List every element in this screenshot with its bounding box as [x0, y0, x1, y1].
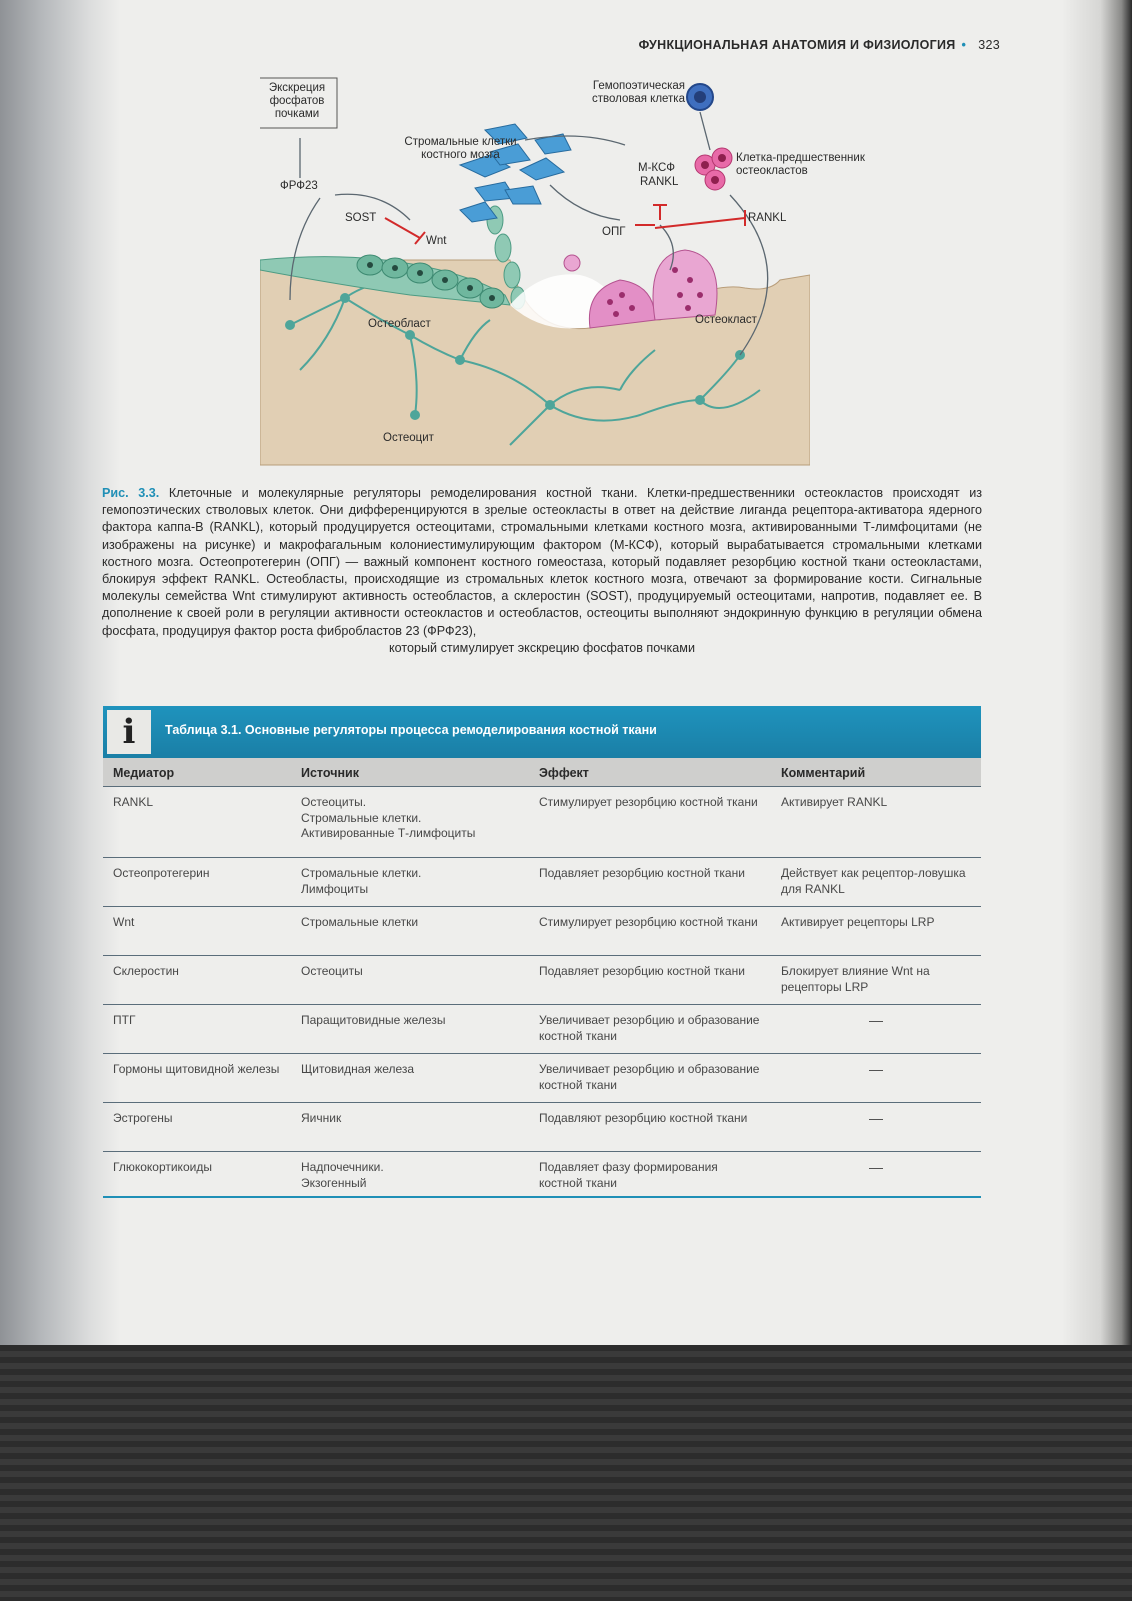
- table-row: [103, 1005, 981, 1054]
- figure-number: Рис. 3.3.: [102, 486, 160, 500]
- cell-source: Стромальные клетки: [291, 907, 529, 956]
- cell-comment: Действует как рецептор-ловушка для RANKL: [771, 858, 981, 907]
- cell-comment: —: [771, 1005, 981, 1054]
- regulators-table: [103, 758, 981, 1200]
- cell-mediator: Wnt: [103, 907, 291, 956]
- figure-illustration: [260, 70, 810, 470]
- header-comment: Комментарий: [771, 758, 981, 787]
- label-excretion: Экскреция фосфатов почками: [268, 82, 326, 120]
- table-3-1: [103, 706, 981, 1198]
- table-header-row: [103, 758, 981, 787]
- page-gutter-shadow: [0, 0, 120, 1345]
- page-number: 323: [978, 38, 1000, 52]
- cell-effect: Увеличивает резорбцию и образование костной ткани: [529, 1005, 771, 1054]
- cell-effect: Подавляет резорбцию костной ткани: [529, 956, 771, 1005]
- table-title: Таблица 3.1. Основные регуляторы процесса ремоделирования костной ткани: [165, 723, 657, 737]
- cell-mediator: Склеростин: [103, 956, 291, 1005]
- label-mcsf: М-КСФ: [638, 162, 676, 174]
- caption-last-line: который стимулирует экскрецию фосфатов почками: [388, 640, 696, 655]
- cell-effect: Подавляет резорбцию костной ткани: [529, 858, 771, 907]
- cell-mediator: Эстрогены: [103, 1103, 291, 1152]
- caption-text: Клеточные и молекулярные регуляторы ремоделирования костной ткани. Клетки-предшественники остеокластов происходят из гемопоэтических стволовых клеток. Они дифференцируются в зрелые остеокласты в ответ на действие лиганда рецептора-активатора ядерного фактора каппа-В (RANKL), который продуцируется остеоцитами, стромальными клетками костного мозга, активированными Т-лимфоцитами (не изображены на рисунке) и макрофагальным колониестимулирующим фактором (М-КСФ), который вырабатывается стромальными клетками костного мозга. Остеопротегерин (ОПГ) — важный компонент костного гомеостаза, который подавляет резорбцию костной ткани остеокластами, блокируя эффект RANKL. Остеобласты, происходящие из стромальных клеток костного мозга, отвечают за формирование кости. Сигнальные молекулы семейства Wnt стимулируют активность остеобластов, а склеростин (SOST), продуцируемый остеоцитами, напротив, подавляет ее. В дополнение к своей роли в регуляции активности остеокластов и остеобластов, остеоциты выполняют эндокринную функцию в регуляции обмена фосфата, продуцируя фактор роста фибробластов 23 (ФРФ23),: [102, 486, 982, 638]
- cell-source: Стромальные клетки. Лимфоциты: [291, 858, 529, 907]
- cell-effect: Подавляет фазу формирования костной ткани: [529, 1152, 771, 1201]
- label-osteoclast: Остеокласт: [695, 314, 757, 326]
- table-row: [103, 1054, 981, 1103]
- cell-comment: Активирует рецепторы LRP: [771, 907, 981, 956]
- cell-source: Надпочечники. Экзогенный: [291, 1152, 529, 1201]
- label-wnt: Wnt: [426, 235, 447, 247]
- header-source: Источник: [291, 758, 529, 787]
- bullet-icon: •: [961, 38, 967, 52]
- cell-comment: Блокирует влияние Wnt на рецепторы LRP: [771, 956, 981, 1005]
- table-row: [103, 858, 981, 907]
- cell-mediator: Остеопротегерин: [103, 858, 291, 907]
- cell-source: Остеоциты: [291, 956, 529, 1005]
- label-stromal: Стромальные клетки костного мозга: [404, 136, 517, 161]
- cell-mediator: Глюкокортикоиды: [103, 1152, 291, 1201]
- label-hsc: Гемопоэтическая стволовая клетка: [591, 80, 685, 105]
- bone-remodeling-figure: [260, 70, 865, 470]
- cell-mediator: Гормоны щитовидной железы: [103, 1054, 291, 1103]
- label-rankl-1: RANKL: [640, 176, 679, 188]
- cell-mediator: ПТГ: [103, 1005, 291, 1054]
- cell-effect: Стимулирует резорбцию костной ткани: [529, 787, 771, 858]
- table-row: [103, 1152, 981, 1201]
- cell-comment: —: [771, 1103, 981, 1152]
- label-osteoblast: Остеобласт: [368, 318, 431, 330]
- cell-effect: Подавляют резорбцию костной ткани: [529, 1103, 771, 1152]
- label-fgf23: ФРФ23: [280, 180, 318, 192]
- page-edge: [1062, 0, 1132, 1345]
- cell-effect: Стимулирует резорбцию костной ткани: [529, 907, 771, 956]
- cell-mediator: RANKL: [103, 787, 291, 858]
- running-header: [550, 38, 1000, 52]
- header-mediator: Медиатор: [103, 758, 291, 787]
- label-precursor: Клетка-предшественник остеокластов: [736, 152, 865, 177]
- label-opg: ОПГ: [602, 226, 626, 238]
- table-row: [103, 956, 981, 1005]
- cell-source: Яичник: [291, 1103, 529, 1152]
- info-icon: i: [107, 710, 151, 754]
- label-osteocyte: Остеоцит: [383, 432, 434, 444]
- scanner-background: [0, 1345, 1132, 1601]
- cell-effect: Увеличивает резорбцию и образование костной ткани: [529, 1054, 771, 1103]
- cell-source: Паращитовидные железы: [291, 1005, 529, 1054]
- table-row: [103, 787, 981, 858]
- section-title: ФУНКЦИОНАЛЬНАЯ АНАТОМИЯ И ФИЗИОЛОГИЯ: [638, 38, 956, 52]
- cell-source: Щитовидная железа: [291, 1054, 529, 1103]
- cell-comment: —: [771, 1054, 981, 1103]
- header-effect: Эффект: [529, 758, 771, 787]
- label-rankl-2: RANKL: [748, 212, 787, 224]
- table-row: [103, 907, 981, 956]
- table-title-bar: [103, 706, 981, 758]
- table-row: [103, 1103, 981, 1152]
- figure-caption: [102, 485, 982, 657]
- cell-comment: —: [771, 1152, 981, 1201]
- cell-source: Остеоциты. Стромальные клетки. Активированные Т-лимфоциты: [291, 787, 529, 858]
- cell-comment: Активирует RANKL: [771, 787, 981, 858]
- label-sost: SOST: [345, 212, 377, 224]
